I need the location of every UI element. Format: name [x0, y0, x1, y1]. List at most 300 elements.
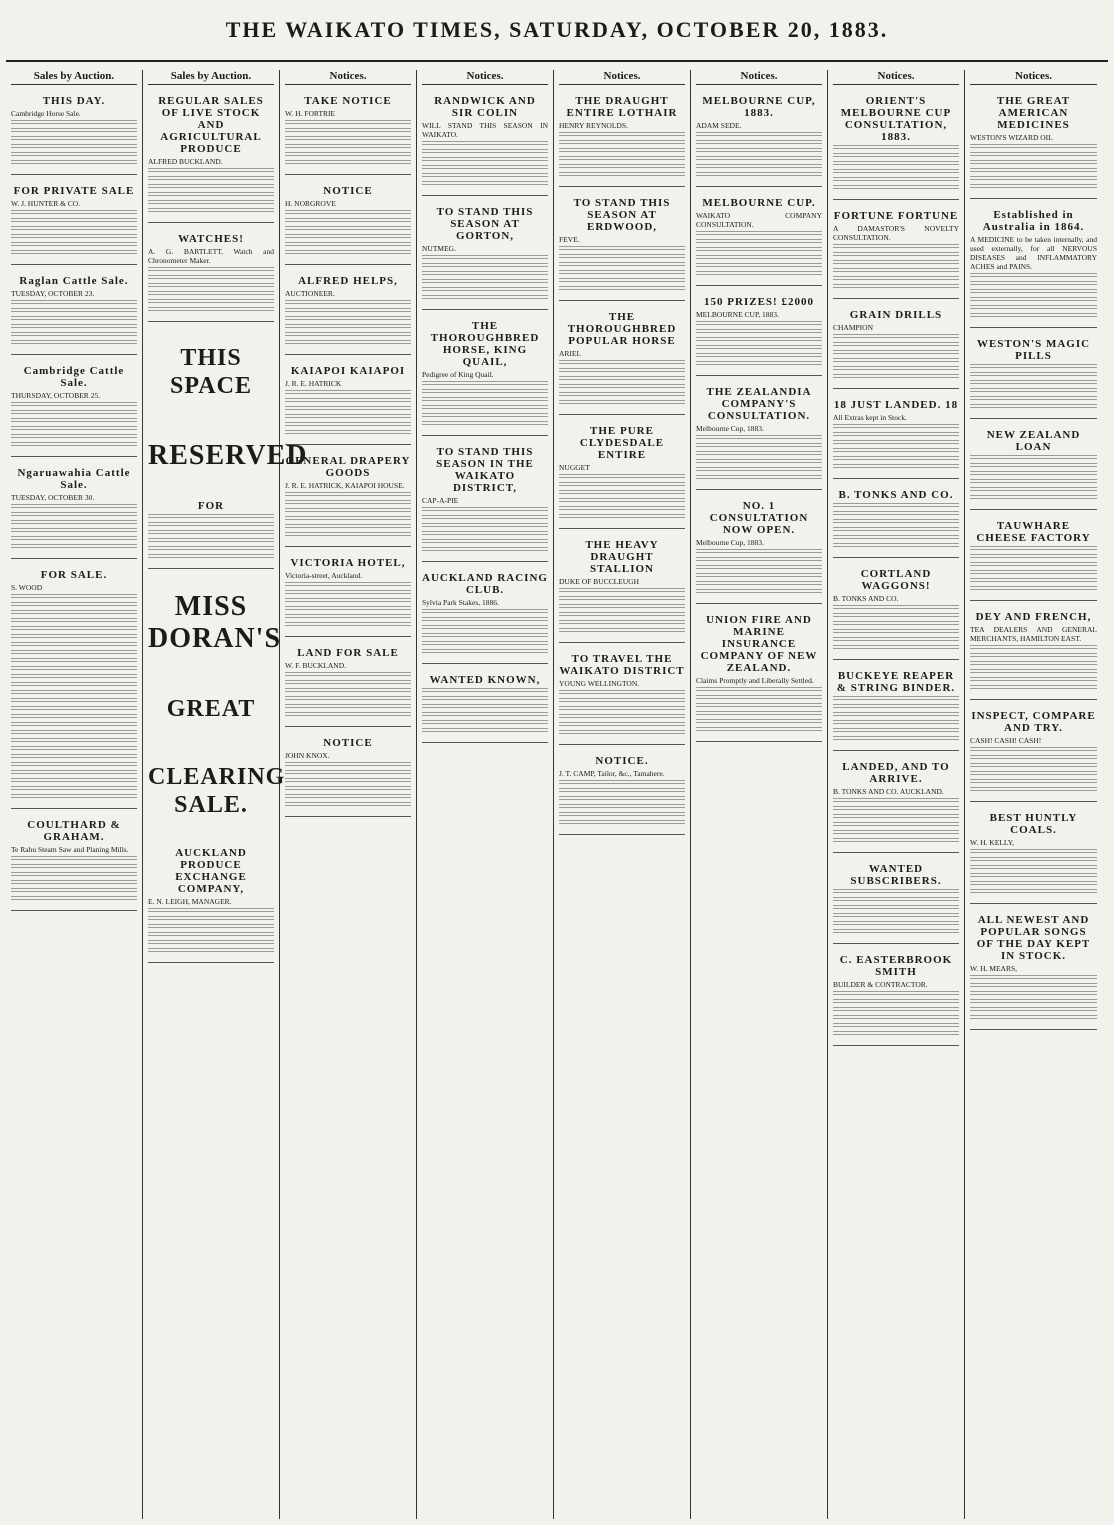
- ad-title: TO STAND THIS SEASON IN THE WAIKATO DISTRICT,: [436, 446, 534, 494]
- ad-body: S. WOOD: [11, 583, 43, 592]
- ad-title: REGULAR SALES OF LIVE STOCK AND AGRICULTURAL PRODUCE: [158, 95, 264, 155]
- text-line: [11, 650, 137, 656]
- text-line: [833, 424, 959, 430]
- ad-body: Cambridge Horse Sale.: [11, 109, 81, 118]
- text-line: [970, 313, 1097, 319]
- text-line: [833, 456, 959, 462]
- text-line: [285, 582, 411, 588]
- advertisement: [11, 461, 137, 559]
- text-line: [285, 324, 411, 330]
- text-line: [285, 696, 411, 702]
- text-line: [422, 397, 548, 403]
- text-line: [148, 538, 274, 544]
- text-line: [148, 275, 274, 281]
- text-line: [422, 712, 548, 718]
- text-line: [11, 690, 137, 696]
- ad-body: E. N. LEIGH, MANAGER.: [148, 897, 232, 906]
- ad-title: WANTED SUBSCRIBERS.: [850, 863, 942, 887]
- text-line: [422, 641, 548, 647]
- text-line: [833, 358, 959, 364]
- text-line: [970, 281, 1097, 287]
- text-line: [970, 763, 1097, 769]
- text-line: [285, 406, 411, 412]
- advertisement: [696, 608, 822, 742]
- text-line: [696, 565, 822, 571]
- text-line: [970, 849, 1097, 855]
- advertisement: [970, 806, 1097, 904]
- text-line: [148, 283, 274, 289]
- text-line: [696, 557, 822, 563]
- text-line: [11, 738, 137, 744]
- advertisement: [559, 533, 685, 643]
- advertisement: [696, 191, 822, 286]
- text-line: [11, 402, 137, 408]
- text-line: [559, 506, 685, 512]
- text-line: [970, 999, 1097, 1005]
- text-line: [833, 629, 959, 635]
- advertisement: [285, 641, 411, 727]
- advertisement: [422, 314, 548, 436]
- text-line: [11, 666, 137, 672]
- text-line: [833, 1023, 959, 1029]
- text-line: [148, 208, 274, 214]
- text-line: [422, 389, 548, 395]
- text-line: [11, 794, 137, 800]
- text-line: [833, 334, 959, 340]
- text-line: [833, 448, 959, 454]
- text-line: [696, 727, 822, 733]
- text-line: [696, 231, 822, 237]
- text-line: [285, 622, 411, 628]
- text-line: [970, 479, 1097, 485]
- text-line: [970, 578, 1097, 584]
- advertisement: [148, 89, 274, 223]
- text-line: [696, 549, 822, 555]
- ad-title: LANDED, AND TO ARRIVE.: [842, 761, 950, 785]
- ad-title: TAKE NOTICE: [304, 95, 392, 107]
- ad-body: Melbourne Cup, 1883.: [696, 538, 764, 547]
- text-line: [422, 649, 548, 655]
- text-line: [970, 471, 1097, 477]
- text-line: [833, 185, 959, 191]
- text-line: [559, 360, 685, 366]
- text-line: [422, 617, 548, 623]
- text-line: [696, 467, 822, 473]
- ad-title: AUCKLAND PRODUCE EXCHANGE COMPANY,: [175, 847, 247, 895]
- text-line: [11, 888, 137, 894]
- text-line: [559, 384, 685, 390]
- text-line: [970, 305, 1097, 311]
- ad-body: W. J. HUNTER & CO.: [11, 199, 81, 208]
- text-line: [696, 271, 822, 277]
- text-line: [559, 164, 685, 170]
- text-line: [696, 337, 822, 343]
- text-line: [696, 164, 822, 170]
- text-line: [559, 246, 685, 252]
- text-line: [833, 145, 959, 151]
- ad-title: B. TONKS AND CO.: [838, 489, 954, 501]
- ad-title: TAUWHARE CHEESE FACTORY: [976, 520, 1091, 544]
- text-line: [11, 160, 137, 166]
- text-line: [285, 430, 411, 436]
- text-line: [285, 308, 411, 314]
- text-line: [696, 345, 822, 351]
- text-line: [422, 381, 548, 387]
- text-line: [970, 372, 1097, 378]
- text-line: [970, 388, 1097, 394]
- advertisement: [422, 668, 548, 743]
- text-line: [833, 161, 959, 167]
- text-line: [148, 916, 274, 922]
- text-line: [285, 422, 411, 428]
- text-line: [559, 804, 685, 810]
- columns: [6, 70, 1108, 1519]
- advertisement: [148, 841, 274, 963]
- text-line: [11, 658, 137, 664]
- text-line: [11, 512, 137, 518]
- masthead-title: THE WAIKATO TIMES, SATURDAY, OCTOBER 20, 1883.: [225, 17, 889, 42]
- ad-body: ARIEL: [559, 349, 582, 358]
- text-line: [11, 520, 137, 526]
- advertisement: [833, 483, 959, 558]
- ad-body: H. NORGROVE: [285, 199, 336, 208]
- ad-body: CAP-A-PIE: [422, 496, 459, 505]
- text-line: [285, 532, 411, 538]
- advertisement: [285, 179, 411, 265]
- text-line: [970, 645, 1097, 651]
- text-line: [559, 376, 685, 382]
- text-line: [285, 136, 411, 142]
- text-line: [696, 148, 822, 154]
- advertisement: [285, 89, 411, 175]
- ad-title: ALL NEWEST AND POPULAR SONGS OF THE DAY KEPT IN STOCK.: [976, 914, 1091, 962]
- text-line: [422, 720, 548, 726]
- text-line: [970, 273, 1097, 279]
- advertisement: [285, 731, 411, 817]
- ad-body: THURSDAY, OCTOBER 25.: [11, 391, 101, 400]
- text-line: [696, 451, 822, 457]
- text-line: [696, 719, 822, 725]
- text-line: [11, 754, 137, 760]
- ad-title: RESERVED: [148, 440, 308, 471]
- ad-title: DEY AND FRENCH,: [975, 611, 1092, 623]
- ad-body: CASH! CASH! CASH!: [970, 736, 1042, 745]
- text-line: [833, 645, 959, 651]
- ad-title: THE HEAVY DRAUGHT STALLION: [585, 539, 659, 575]
- ad-body: WAIKATO COMPANY CONSULTATION.: [696, 211, 822, 229]
- advertisement: [559, 419, 685, 529]
- text-line: [285, 398, 411, 404]
- ad-title: TO STAND THIS SEASON AT ERDWOOD,: [573, 197, 671, 233]
- text-line: [422, 547, 548, 553]
- text-line: [970, 289, 1097, 295]
- column-3: [280, 70, 417, 1519]
- text-line: [285, 680, 411, 686]
- ad-title: ORIENT'S MELBOURNE CUP CONSULTATION, 1883.: [840, 95, 952, 143]
- text-line: [559, 690, 685, 696]
- text-line: [833, 244, 959, 250]
- text-line: [970, 404, 1097, 410]
- text-line: [970, 586, 1097, 592]
- text-line: [11, 618, 137, 624]
- text-line: [148, 307, 274, 313]
- text-line: [559, 392, 685, 398]
- advertisement: [970, 514, 1097, 601]
- text-line: [696, 687, 822, 693]
- text-line: [696, 573, 822, 579]
- text-line: [11, 324, 137, 330]
- text-line: [696, 247, 822, 253]
- ad-title: Established in Australia in 1864.: [982, 209, 1085, 233]
- text-line: [11, 714, 137, 720]
- advertisement: [833, 755, 959, 853]
- text-line: [833, 822, 959, 828]
- ad-title: 18 JUST LANDED. 18: [833, 399, 959, 411]
- text-line: [11, 896, 137, 902]
- text-line: [833, 621, 959, 627]
- text-line: [11, 778, 137, 784]
- ad-body: W. F. BUCKLAND.: [285, 661, 347, 670]
- ad-title: THE THOROUGHBRED HORSE, KING QUAIL,: [430, 320, 540, 368]
- text-line: [11, 864, 137, 870]
- text-line: [970, 755, 1097, 761]
- text-line: [422, 149, 548, 155]
- text-line: [285, 226, 411, 232]
- text-line: [833, 350, 959, 356]
- text-line: [833, 252, 959, 258]
- text-line: [422, 633, 548, 639]
- text-line: [11, 418, 137, 424]
- text-line: [833, 814, 959, 820]
- text-line: [11, 442, 137, 448]
- text-line: [148, 299, 274, 305]
- text-line: [696, 140, 822, 146]
- text-line: [285, 242, 411, 248]
- text-line: [148, 168, 274, 174]
- text-line: [970, 176, 1097, 182]
- advertisement: [422, 89, 548, 196]
- text-line: [422, 507, 548, 513]
- advertisement: [970, 89, 1097, 199]
- text-line: [833, 464, 959, 470]
- ad-title: THE THOROUGHBRED POPULAR HORSE: [567, 311, 677, 347]
- text-line: [11, 746, 137, 752]
- text-line: [11, 504, 137, 510]
- text-line: [833, 366, 959, 372]
- text-line: [11, 642, 137, 648]
- text-line: [559, 588, 685, 594]
- text-line: [11, 594, 137, 600]
- text-line: [11, 856, 137, 862]
- text-line: [833, 153, 959, 159]
- text-line: [970, 1007, 1097, 1013]
- text-line: [148, 948, 274, 954]
- ad-body: Te Rahu Steam Saw and Planing Mills.: [11, 845, 129, 854]
- text-line: [833, 999, 959, 1005]
- text-line: [833, 260, 959, 266]
- text-line: [285, 704, 411, 710]
- text-line: [11, 544, 137, 550]
- advertisement: [833, 393, 959, 479]
- text-line: [696, 156, 822, 162]
- ad-title: Raglan Cattle Sale.: [19, 275, 129, 287]
- text-line: [285, 762, 411, 768]
- text-line: [148, 554, 274, 560]
- ad-body: W. H. KELLY,: [970, 838, 1015, 847]
- ad-title: MELBOURNE CUP.: [702, 197, 816, 209]
- text-line: [970, 677, 1097, 683]
- advertisement: [696, 380, 822, 490]
- text-line: [559, 812, 685, 818]
- text-line: [970, 771, 1097, 777]
- text-line: [285, 414, 411, 420]
- ad-title: KAIAPOI KAIAPOI: [290, 365, 406, 377]
- column-heading: Notices.: [696, 70, 822, 85]
- text-line: [970, 983, 1097, 989]
- text-line: [11, 770, 137, 776]
- ad-title: NOTICE.: [595, 755, 649, 767]
- text-line: [970, 463, 1097, 469]
- text-line: [833, 268, 959, 274]
- text-line: [559, 706, 685, 712]
- text-line: [559, 796, 685, 802]
- advertisement: [285, 359, 411, 445]
- text-line: [833, 276, 959, 282]
- text-line: [970, 297, 1097, 303]
- ad-body: DUKE OF BUCCLEUGH: [559, 577, 640, 586]
- text-line: [422, 263, 548, 269]
- advertisement: [833, 204, 959, 299]
- text-line: [148, 940, 274, 946]
- text-line: [696, 435, 822, 441]
- text-line: [285, 492, 411, 498]
- ad-title: CLEARING SALE.: [148, 764, 286, 818]
- ad-title: NOTICE: [323, 185, 373, 197]
- text-line: [285, 770, 411, 776]
- text-line: [833, 342, 959, 348]
- text-line: [559, 714, 685, 720]
- text-line: [833, 1007, 959, 1013]
- text-line: [833, 991, 959, 997]
- advertisement: [285, 269, 411, 355]
- text-line: [285, 316, 411, 322]
- text-line: [11, 152, 137, 158]
- ad-body: TEA DEALERS AND GENERAL MERCHANTS, HAMILTON EAST.: [970, 625, 1097, 643]
- text-line: [970, 857, 1097, 863]
- column-8: [965, 70, 1102, 1519]
- text-line: [422, 165, 548, 171]
- text-line: [559, 820, 685, 826]
- text-line: [559, 254, 685, 260]
- advertisement: [833, 562, 959, 660]
- advertisement: [11, 89, 137, 175]
- text-line: [833, 519, 959, 525]
- text-line: [11, 706, 137, 712]
- text-line: [559, 140, 685, 146]
- text-line: [422, 173, 548, 179]
- text-line: [833, 921, 959, 927]
- text-line: [833, 913, 959, 919]
- ad-body: Victoria-street, Auckland.: [285, 571, 363, 580]
- ad-body: TUESDAY, OCTOBER 23.: [11, 289, 95, 298]
- text-line: [833, 889, 959, 895]
- text-line: [11, 316, 137, 322]
- text-line: [970, 881, 1097, 887]
- advertisement: [148, 745, 286, 837]
- text-line: [285, 144, 411, 150]
- text-line: [970, 380, 1097, 386]
- text-line: [148, 184, 274, 190]
- text-line: [833, 374, 959, 380]
- text-line: [285, 500, 411, 506]
- text-line: [11, 144, 137, 150]
- text-line: [285, 606, 411, 612]
- text-line: [422, 696, 548, 702]
- text-line: [11, 250, 137, 256]
- advertisement: [559, 191, 685, 301]
- text-line: [422, 279, 548, 285]
- text-line: [559, 278, 685, 284]
- text-line: [559, 474, 685, 480]
- text-line: [833, 736, 959, 742]
- text-line: [11, 226, 137, 232]
- text-line: [11, 242, 137, 248]
- text-line: [970, 546, 1097, 552]
- text-line: [285, 614, 411, 620]
- ad-body: Claims Promptly and Liberally Settled.: [696, 676, 814, 685]
- text-line: [559, 490, 685, 496]
- text-line: [285, 688, 411, 694]
- text-line: [422, 181, 548, 187]
- advertisement: [833, 303, 959, 389]
- text-line: [833, 169, 959, 175]
- text-line: [696, 263, 822, 269]
- ad-title: BEST HUNTLY COALS.: [989, 812, 1078, 836]
- ad-body: FEVE.: [559, 235, 580, 244]
- text-line: [148, 932, 274, 938]
- ad-body: Pedigree of King Quail.: [422, 370, 494, 379]
- text-line: [422, 405, 548, 411]
- text-line: [11, 210, 137, 216]
- masthead: [0, 0, 1114, 60]
- ad-title: NEW ZEALAND LOAN: [986, 429, 1081, 453]
- text-line: [833, 798, 959, 804]
- text-line: [833, 1031, 959, 1037]
- text-line: [970, 669, 1097, 675]
- text-line: [696, 443, 822, 449]
- text-line: [970, 364, 1097, 370]
- text-line: [833, 605, 959, 611]
- text-line: [11, 234, 137, 240]
- text-line: [11, 872, 137, 878]
- text-line: [11, 674, 137, 680]
- advertisement: [422, 200, 548, 310]
- ad-body: NUTMEG.: [422, 244, 456, 253]
- ad-body: ALFRED BUCKLAND.: [148, 157, 223, 166]
- text-line: [970, 747, 1097, 753]
- text-line: [11, 528, 137, 534]
- text-line: [833, 905, 959, 911]
- ad-title: Ngaruawahia Cattle Sale.: [17, 467, 131, 491]
- ad-title: THE PURE CLYDESDALE ENTIRE: [579, 425, 665, 461]
- ad-body: A. G. BARTLETT, Watch and Chronometer Maker.: [148, 247, 274, 265]
- text-line: [422, 704, 548, 710]
- text-line: [970, 554, 1097, 560]
- advertisement: [559, 749, 685, 835]
- ad-body: B. TONKS AND CO. AUCKLAND.: [833, 787, 944, 796]
- advertisement: [11, 179, 137, 265]
- ad-title: GREAT: [166, 696, 256, 722]
